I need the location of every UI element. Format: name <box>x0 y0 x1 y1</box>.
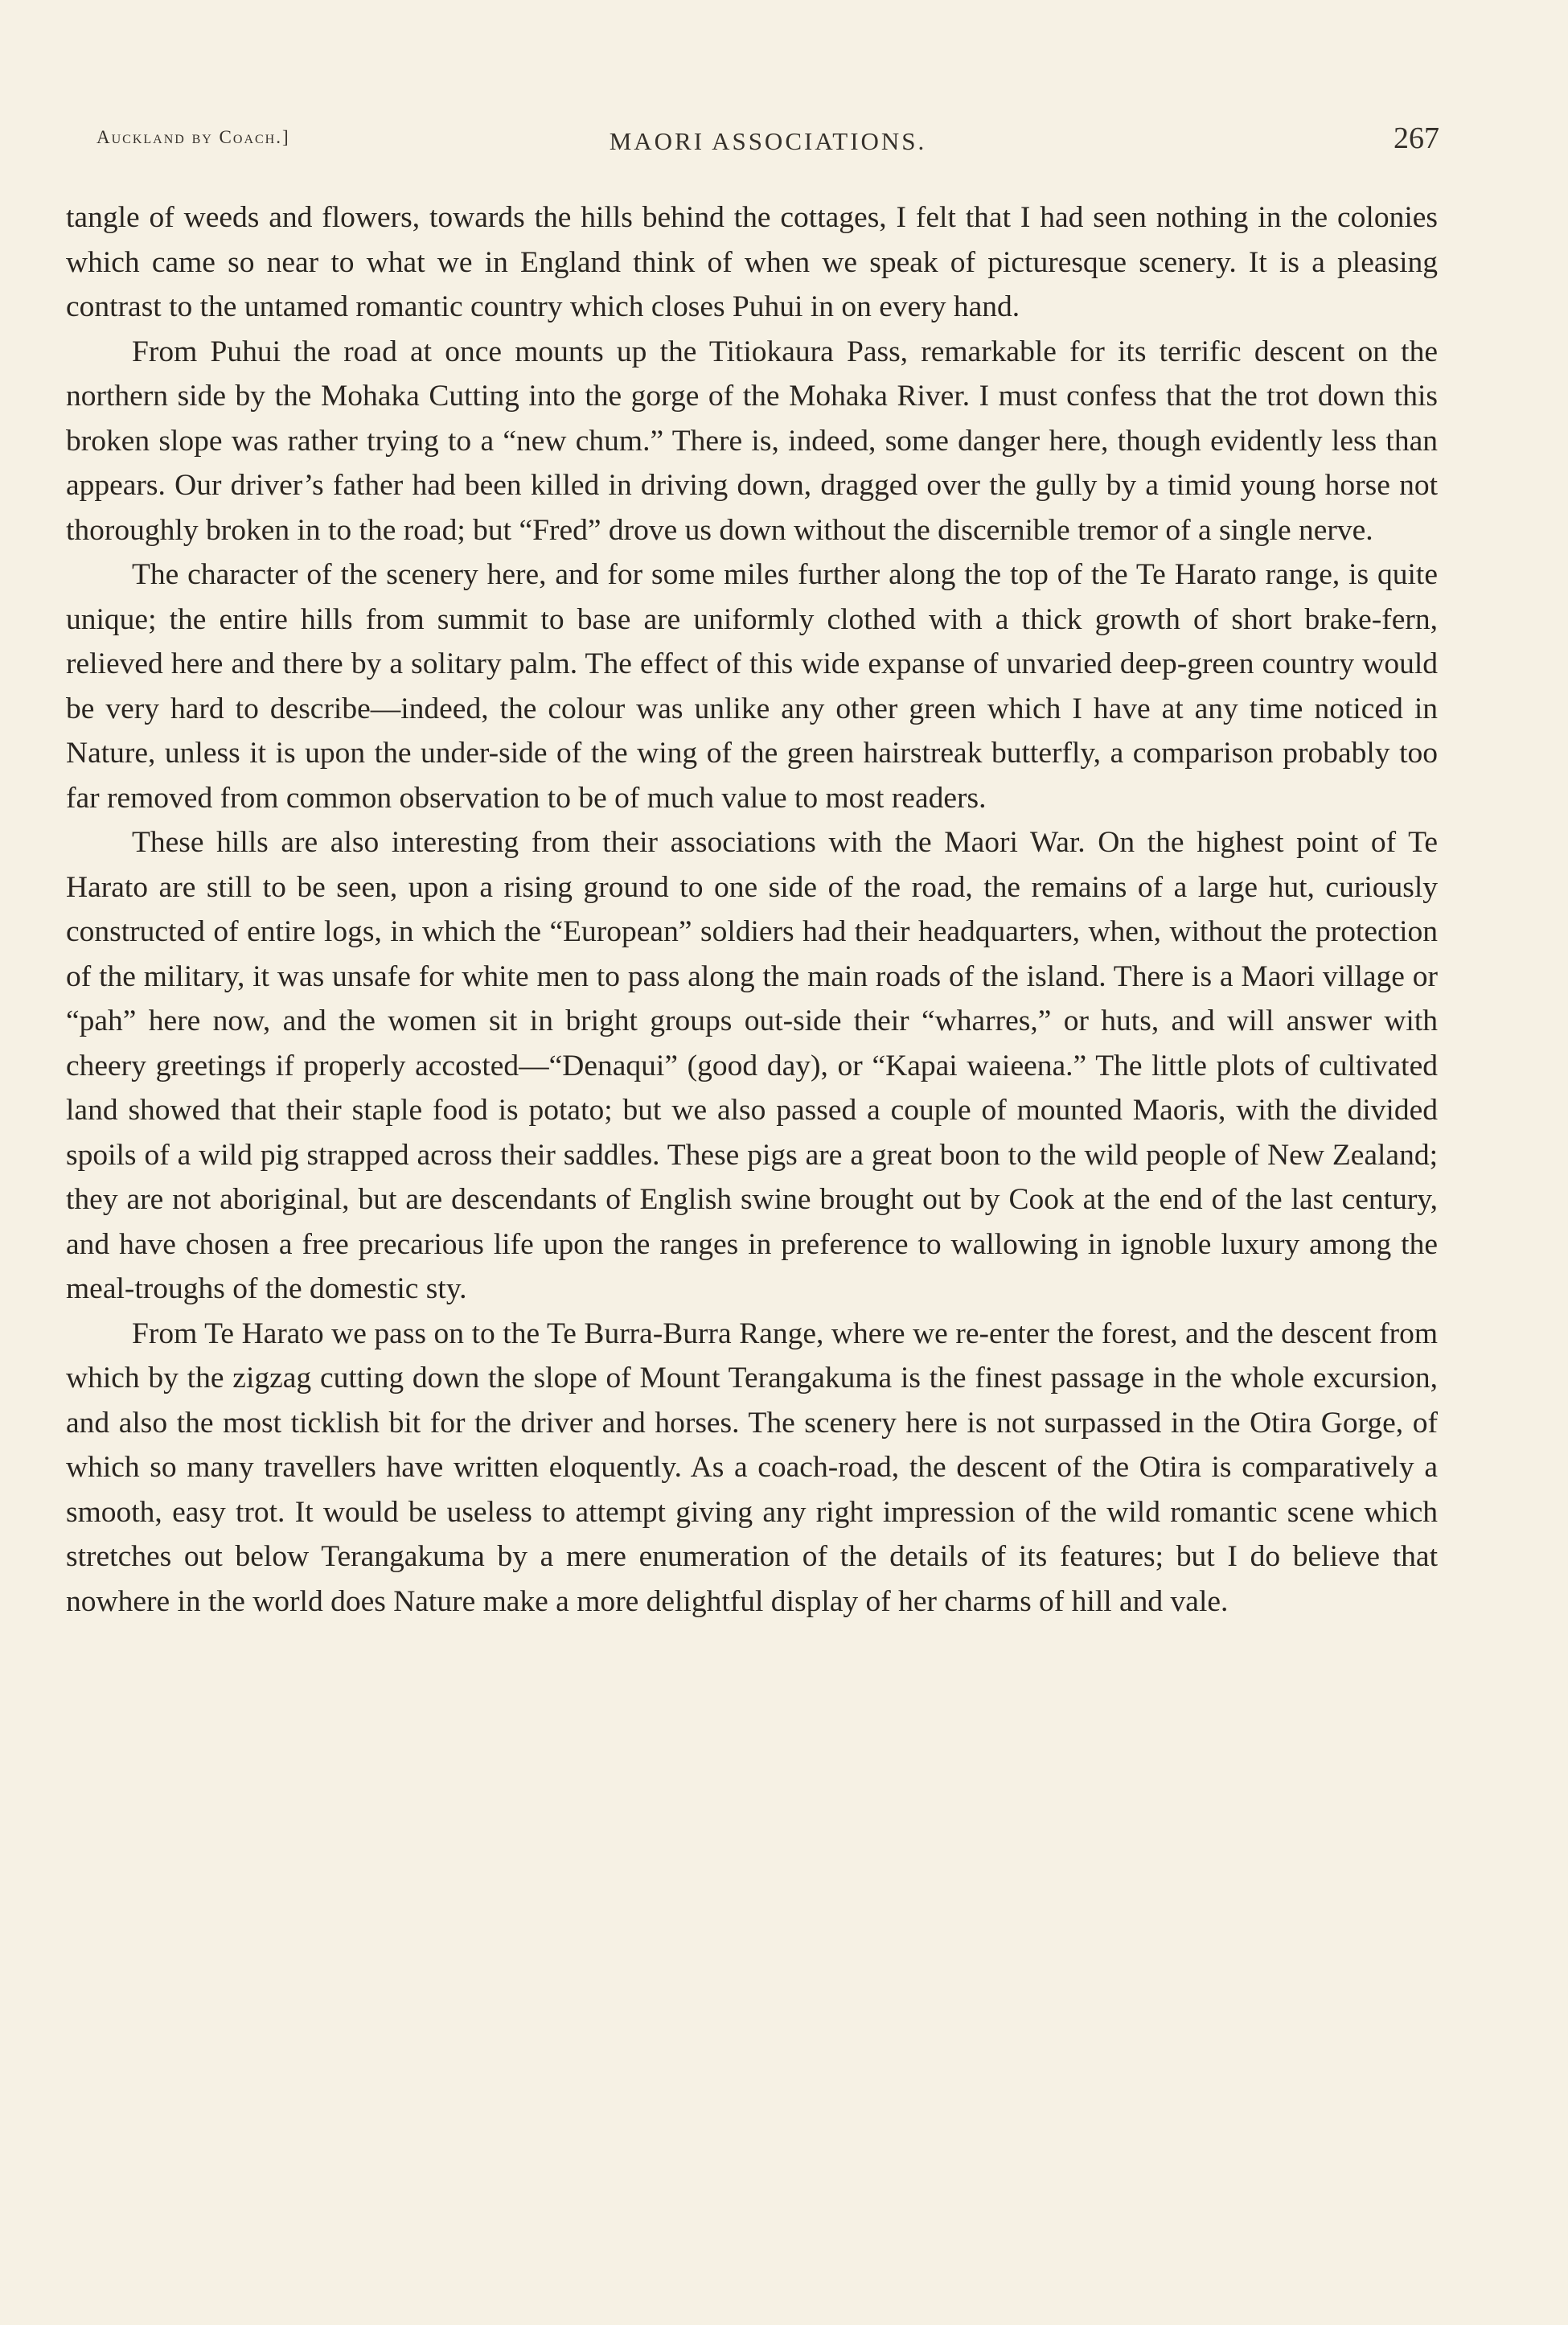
body-text <box>66 195 1438 1624</box>
running-head <box>96 121 1439 161</box>
page-number: 267 <box>1394 121 1439 155</box>
paragraph: These hills are also interesting from their associations with the Maori War. On the highest point of Te Harato are still to be seen, upon a rising ground to one side of the road, the remains of a large hut, curiously constructed of entire logs, in which the “European” soldiers had their headquarters, when, without the protection of the military, it was unsafe for white men to pass along the main roads of the island. There is a Maori village or “pah” here now, and the women sit in bright groups out-side their “wharres,” or huts, and will answer with cheery greetings if properly accosted—“Denaqui” (good day), or “Kapai waieena.” The little plots of cultivated land showed that their staple food is potato; but we also passed a couple of mounted Maoris, with the divided spoils of a wild pig strapped across their saddles. These pigs are a great boon to the wild people of New Zealand; they are not aboriginal, but are descendants of English swine brought out by Cook at the end of the last century, and have chosen a free precarious life upon the ranges in preference to wallowing in ignoble luxury among the meal-troughs of the domestic sty. <box>66 826 1438 1305</box>
paragraph: From Te Harato we pass on to the Te Burra-Burra Range, where we re-enter the forest, and the descent from which by the zigzag cutting down the slope of Mount Terangakuma is the finest passage in the whole excursion, and also the most ticklish bit for the driver and horses. The scenery here is not surpassed in the Otira Gorge, of which so many travellers have written eloquently. As a coach-road, the descent of the Otira is comparatively a smooth, easy trot. It would be useless to attempt giving any right impression of the wild romantic scene which stretches out below Terangakuma by a mere enumeration of the details of its features; but I do believe that nowhere in the world does Nature make a more delightful display of her charms of hill and vale. <box>66 1317 1438 1618</box>
paragraph: From Puhui the road at once mounts up the Titiokaura Pass, remarkable for its terrific descent on the northern side by the Mohaka Cutting into the gorge of the Mohaka River. I must confess that the trot down this broken slope was rather trying to a “new chum.” There is, indeed, some danger here, though evidently less than appears. Our driver’s father had been killed in driving down, dragged over the gully by a timid young horse not thoroughly broken in to the road; but “Fred” drove us down without the discernible tremor of a single nerve. <box>66 335 1438 547</box>
paragraph-continued: tangle of weeds and flowers, towards the hills behind the cottages, I felt that I had seen nothing in the colonies which came so near to what we in England think of when we speak of picturesque scenery. It is a pleasing contrast to the untamed romantic country which closes Puhui in on every hand. <box>66 201 1438 323</box>
paragraph: The character of the scenery here, and for some miles further along the top of the Te Harato range, is quite unique; the entire hills from summit to base are uniformly clothed with a thick growth of short brake-fern, relieved here and there by a solitary palm. The effect of this wide expanse of unvaried deep-green country would be very hard to describe—indeed, the colour was unlike any other green which I have at any time noticed in Nature, unless it is upon the under-side of the wing of the green hairstreak butterfly, a comparison probably too far removed from common observation to be of much value to most readers. <box>66 558 1438 815</box>
running-head-left: Auckland by Coach.] <box>96 127 290 147</box>
running-head-title: MAORI ASSOCIATIONS. <box>609 127 927 155</box>
